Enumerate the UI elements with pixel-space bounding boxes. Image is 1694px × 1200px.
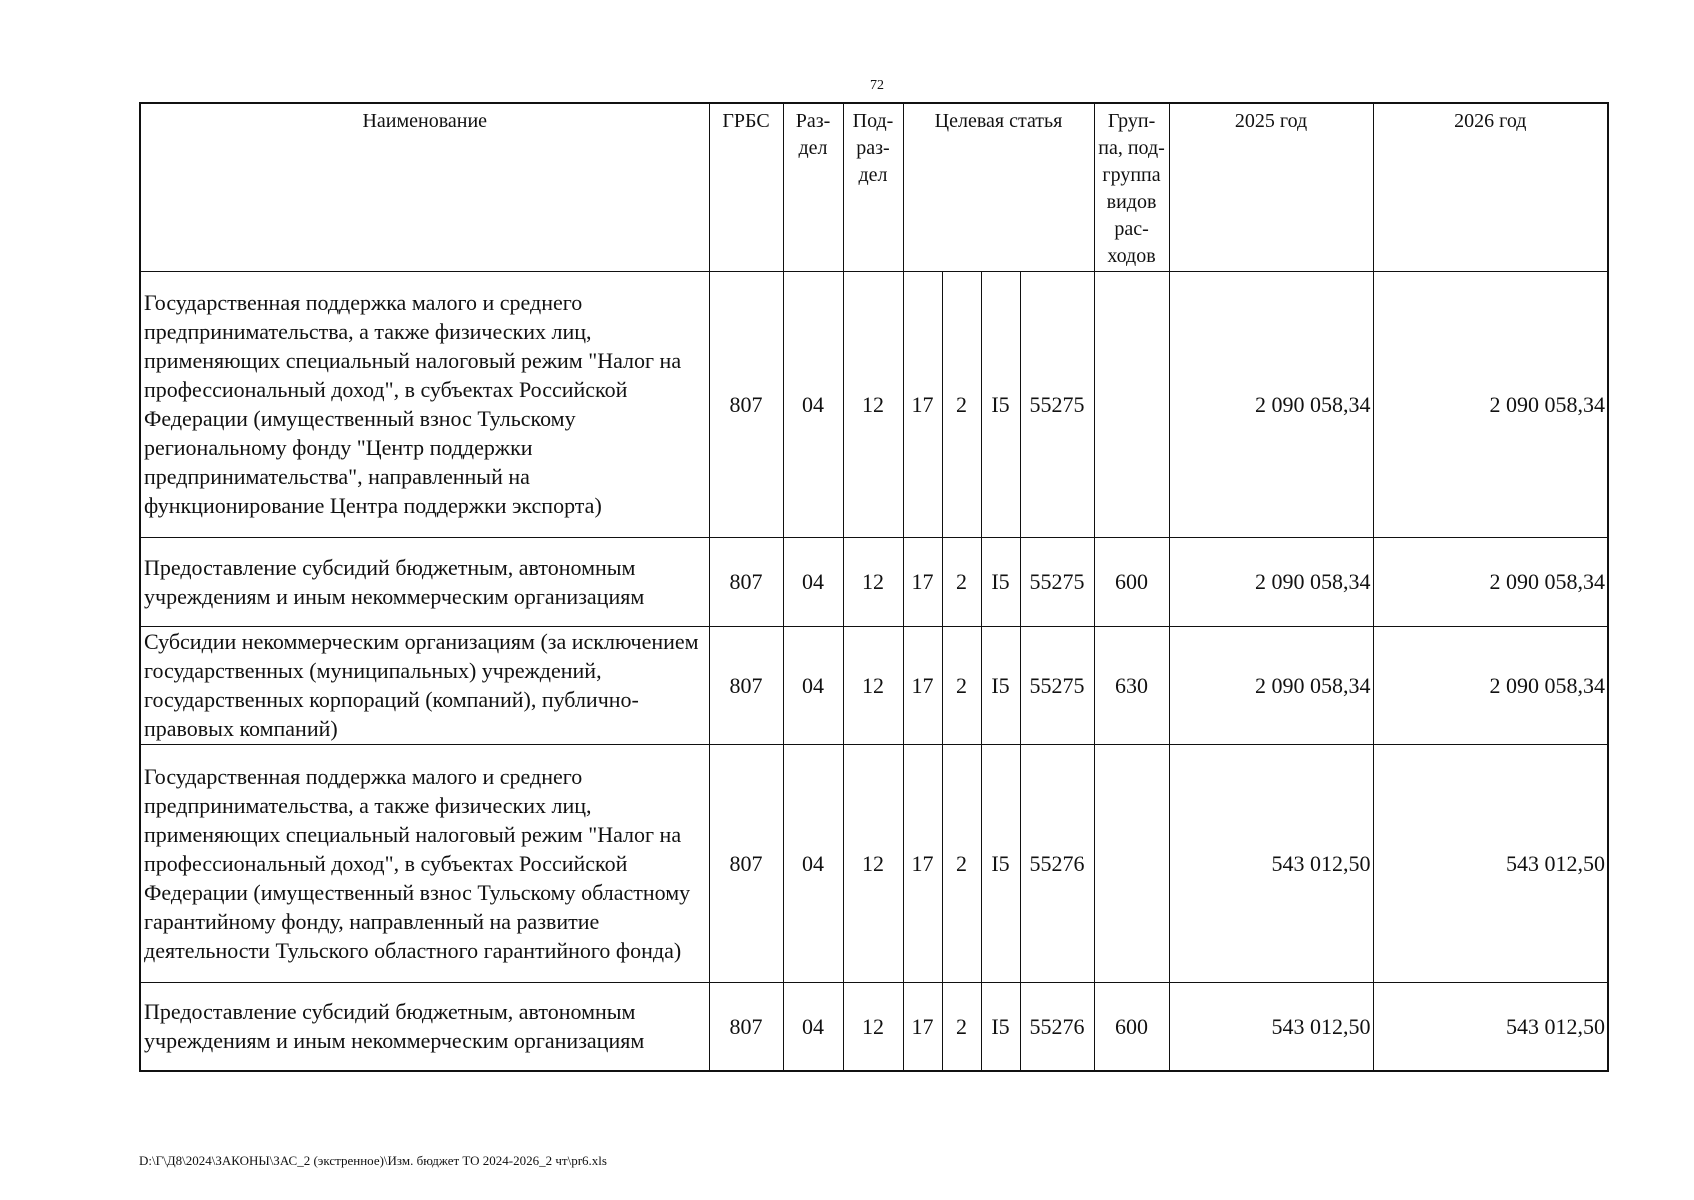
- budget-table: [139, 102, 1609, 1072]
- row-target-2: 2: [942, 537, 981, 626]
- header-razdel: Раз- дел: [783, 103, 843, 271]
- row-razdel: 04: [783, 626, 843, 744]
- page-number: 72: [870, 78, 884, 93]
- table-row: [140, 537, 1608, 626]
- row-name: Предоставление субсидий бюджетным, автономным учреждениям и иным некоммерческим организациям: [140, 537, 709, 626]
- row-target-4: 55275: [1020, 537, 1094, 626]
- row-name: Государственная поддержка малого и среднего предпринимательства, а также физических лиц, применяющих специальный налоговый режим "Налог на профессиональный доход", в субъектах Российской Федерации (имущественный взнос Тульскому областному гарантийному фонду, направленный на развитие деятельности Тульского областного гарантийного фонда): [140, 744, 709, 982]
- row-grbs: 807: [709, 982, 783, 1071]
- row-razdel: 04: [783, 537, 843, 626]
- row-2026: 543 012,50: [1373, 744, 1608, 982]
- row-2026: 543 012,50: [1373, 982, 1608, 1071]
- row-podrazdel: 12: [843, 537, 903, 626]
- row-target-4: 55276: [1020, 982, 1094, 1071]
- row-grbs: 807: [709, 271, 783, 537]
- row-name: Субсидии некоммерческим организациям (за исключением государственных (муниципальных) учреждений, государственных корпораций (компаний), публично-правовых компаний): [140, 626, 709, 744]
- table-header-row: [140, 103, 1608, 271]
- row-target-3: I5: [981, 626, 1020, 744]
- row-podrazdel: 12: [843, 626, 903, 744]
- row-2025: 543 012,50: [1169, 744, 1373, 982]
- row-2025: 2 090 058,34: [1169, 271, 1373, 537]
- row-2025: 543 012,50: [1169, 982, 1373, 1071]
- row-2026: 2 090 058,34: [1373, 271, 1608, 537]
- row-target-2: 2: [942, 744, 981, 982]
- row-2025: 2 090 058,34: [1169, 537, 1373, 626]
- row-2026: 2 090 058,34: [1373, 626, 1608, 744]
- row-podrazdel: 12: [843, 982, 903, 1071]
- row-target-3: I5: [981, 744, 1020, 982]
- header-group: Груп- па, под- группа видов рас- ходов: [1094, 103, 1169, 271]
- table-row: [140, 271, 1608, 537]
- row-group: 600: [1094, 982, 1169, 1071]
- row-target-1: 17: [903, 744, 942, 982]
- row-razdel: 04: [783, 744, 843, 982]
- row-target-2: 2: [942, 626, 981, 744]
- row-name: Государственная поддержка малого и среднего предпринимательства, а также физических лиц, применяющих специальный налоговый режим "Налог на профессиональный доход", в субъектах Российской Федерации (имущественный взнос Тульскому региональному фонду "Центр поддержки предпринимательства", направленный на функционирование Центра поддержки экспорта): [140, 271, 709, 537]
- row-razdel: 04: [783, 982, 843, 1071]
- row-grbs: 807: [709, 744, 783, 982]
- row-razdel: 04: [783, 271, 843, 537]
- row-target-1: 17: [903, 626, 942, 744]
- row-name: Предоставление субсидий бюджетным, автономным учреждениям и иным некоммерческим организациям: [140, 982, 709, 1071]
- row-target-2: 2: [942, 982, 981, 1071]
- header-grbs: ГРБС: [709, 103, 783, 271]
- row-2025: 2 090 058,34: [1169, 626, 1373, 744]
- row-target-3: I5: [981, 982, 1020, 1071]
- row-group: 600: [1094, 537, 1169, 626]
- row-podrazdel: 12: [843, 271, 903, 537]
- row-group: 630: [1094, 626, 1169, 744]
- row-group: [1094, 271, 1169, 537]
- row-2026: 2 090 058,34: [1373, 537, 1608, 626]
- header-target: Целевая статья: [903, 103, 1094, 271]
- header-2025: 2025 год: [1169, 103, 1373, 271]
- row-target-1: 17: [903, 982, 942, 1071]
- row-target-4: 55276: [1020, 744, 1094, 982]
- row-grbs: 807: [709, 537, 783, 626]
- header-2026: 2026 год: [1373, 103, 1608, 271]
- table-row: [140, 982, 1608, 1071]
- header-podrazdel: Под- раз- дел: [843, 103, 903, 271]
- row-podrazdel: 12: [843, 744, 903, 982]
- table-row: [140, 744, 1608, 982]
- row-target-1: 17: [903, 537, 942, 626]
- row-grbs: 807: [709, 626, 783, 744]
- row-target-1: 17: [903, 271, 942, 537]
- row-target-4: 55275: [1020, 626, 1094, 744]
- row-target-4: 55275: [1020, 271, 1094, 537]
- row-target-3: I5: [981, 271, 1020, 537]
- row-group: [1094, 744, 1169, 982]
- header-name: Наименование: [140, 103, 709, 271]
- file-path-footer: D:\Г\Д8\2024\ЗАКОНЫ\ЗАС_2 (экстренное)\Изм. бюджет ТО 2024-2026_2 чт\pr6.xls: [139, 1153, 607, 1168]
- row-target-3: I5: [981, 537, 1020, 626]
- row-target-2: 2: [942, 271, 981, 537]
- table-row: [140, 626, 1608, 744]
